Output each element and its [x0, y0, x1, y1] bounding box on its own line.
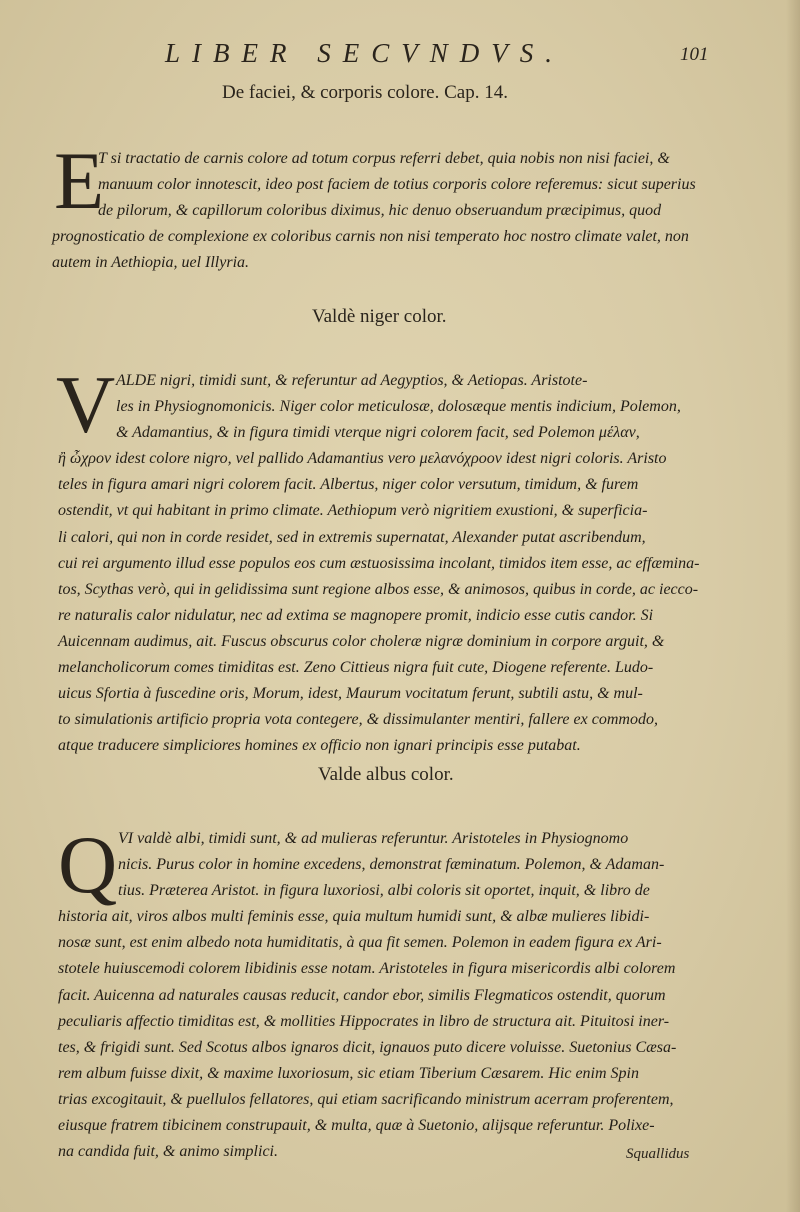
text-line: les in Physiognomonicis. Niger color meticulosæ, dolosæque mentis indicium, Polemon, — [116, 398, 681, 416]
text-line: uicus Sfortia à fuscedine oris, Morum, idest, Maurum vocitatum ferunt, subtili astu, & mul- — [58, 685, 643, 703]
text-line: manuum color innotescit, ideo post faciem de totius corporis colore referemus: sicut superius — [98, 176, 696, 194]
text-line: na candida fuit, & animo simplici. — [58, 1143, 278, 1161]
text-line: de pilorum, & capillorum coloribus diximus, hic denuo obseruandum præcipimus, quod — [98, 202, 662, 220]
text-line: tos, Scythas verò, qui in gelidissima sunt regione albos esse, & animosos, quibus in corde, ac iecco- — [58, 580, 699, 598]
page-fold-shadow — [786, 0, 800, 1212]
text-line: atque traducere simpliciores homines ex officio non ignari principis esse putabat. — [58, 737, 581, 755]
text-line: stotele huiuscemodi colorem libidinis esse notam. Aristoteles in figura misericordis albi colorem — [58, 960, 676, 978]
paragraph-intro — [52, 146, 732, 276]
text-line: cui rei argumento illud esse populos eos cum æstuosissima incolant, timidos item esse, ac effæmina- — [58, 554, 700, 572]
paragraph-albus — [58, 819, 738, 1165]
section-heading-niger: Valdè niger color. — [312, 306, 447, 327]
text-line: peculiaris affectio timiditas est, & mollities Hippocrates in libro de structura ait. Pituitosi iner- — [58, 1012, 670, 1030]
text-line: T si tractatio de carnis colore ad totum corpus referri debet, quia nobis non nisi faciei, & — [98, 150, 670, 167]
text-line: rem album fuisse dixit, & maxime luxoriosum, sic etiam Tiberium Cæsarem. Hic enim Spin — [58, 1064, 639, 1082]
section-heading-albus: Valde albus color. — [318, 764, 454, 785]
catchword: Squallidus — [626, 1146, 690, 1162]
text-line: facit. Auicenna ad naturales causas reducit, candor ebor, similis Flegmaticos ostendit, quorum — [58, 986, 666, 1004]
text-line: trias excogitauit, & puellulos fellatores, qui etiam sacrificando ministrum acerram proferentem, — [58, 1090, 674, 1108]
text-line: ALDE nigri, timidi sunt, & referuntur ad Aegyptios, & Aetiopas. Aristote- — [116, 372, 588, 389]
text-line: ostendit, vt qui habitant in primo climate. Aethiopum verò nigritiem exustioni, & superficia- — [58, 502, 648, 520]
paragraph-niger — [58, 368, 738, 759]
text-line: Auicennam audimus, ait. Fuscus obscurus color choleræ nigræ dominium in corpore arguit, & — [58, 632, 665, 650]
dropcap-q: Q — [58, 819, 118, 910]
text-line: melancholicorum comes timiditas est. Zeno Cittieus nigra fuit cute, Diogene referente. Ludo- — [58, 659, 654, 677]
chapter-title: De faciei, & corporis colore. Cap. 14. — [222, 82, 508, 103]
text-line: re naturalis calor nidulatur, nec ad extima se magnopere promit, indicio esse cutis candor. Si — [58, 606, 654, 624]
text-line: li calori, qui non in corde residet, sed in extremis supernatat, Alexander putat ascribendum, — [58, 528, 646, 546]
text-line: tes, & frigidi sunt. Sed Scotus albos ignaros dicit, ignauos puto dicere voluisse. Suetonius Cæsa- — [58, 1038, 677, 1056]
text-line: VI valdè albi, timidi sunt, & ad mulieras referuntur. Aristoteles in Physiognomo — [118, 830, 629, 847]
text-line: ἢ ὦχρον idest colore nigro, vel pallido Adamantius vero μελανόχροον idest nigri coloris. Aristo — [58, 450, 667, 468]
dropcap-v: V — [56, 359, 116, 450]
running-head: LIBER SECVNDVS. — [165, 38, 564, 68]
text-line: prognosticatio de complexione ex coloribus carnis non nisi temperato hoc nostro climate valet, non — [52, 228, 689, 246]
dropcap-e: E — [54, 135, 105, 226]
text-line: to simulationis artificio propria vota contegere, & dissimulanter mentiri, fallere ex commodo, — [58, 711, 658, 729]
text-line: & Adamantius, & in figura timidi vterque nigri colorem facit, sed Polemon μέλαν, — [116, 424, 640, 442]
text-line: eiusque fratrem tibicinem construpauit, & multa, quæ à Suetonio, alijsque referuntur. Polixe- — [58, 1117, 655, 1135]
text-line: nosæ sunt, est enim albedo nota humiditatis, à qua fit semen. Polemon in eadem figura ex Ari- — [58, 934, 662, 952]
text-line: autem in Aethiopia, uel Illyria. — [52, 254, 250, 272]
page-number: 101 — [680, 44, 709, 65]
text-line: teles in figura amari nigri colorem facit. Albertus, niger color versutum, timidum, & furem — [58, 476, 639, 494]
text-line: historia ait, viros albos multi feminis esse, quia multum humidi sunt, & albæ mulieres libidi- — [58, 908, 650, 926]
text-line: nicis. Purus color in homine excedens, demonstrat fæminatum. Polemon, & Adaman- — [118, 856, 665, 874]
text-line: tius. Præterea Aristot. in figura luxoriosi, albi coloris sit oportet, inquit, & libro de — [118, 882, 650, 900]
